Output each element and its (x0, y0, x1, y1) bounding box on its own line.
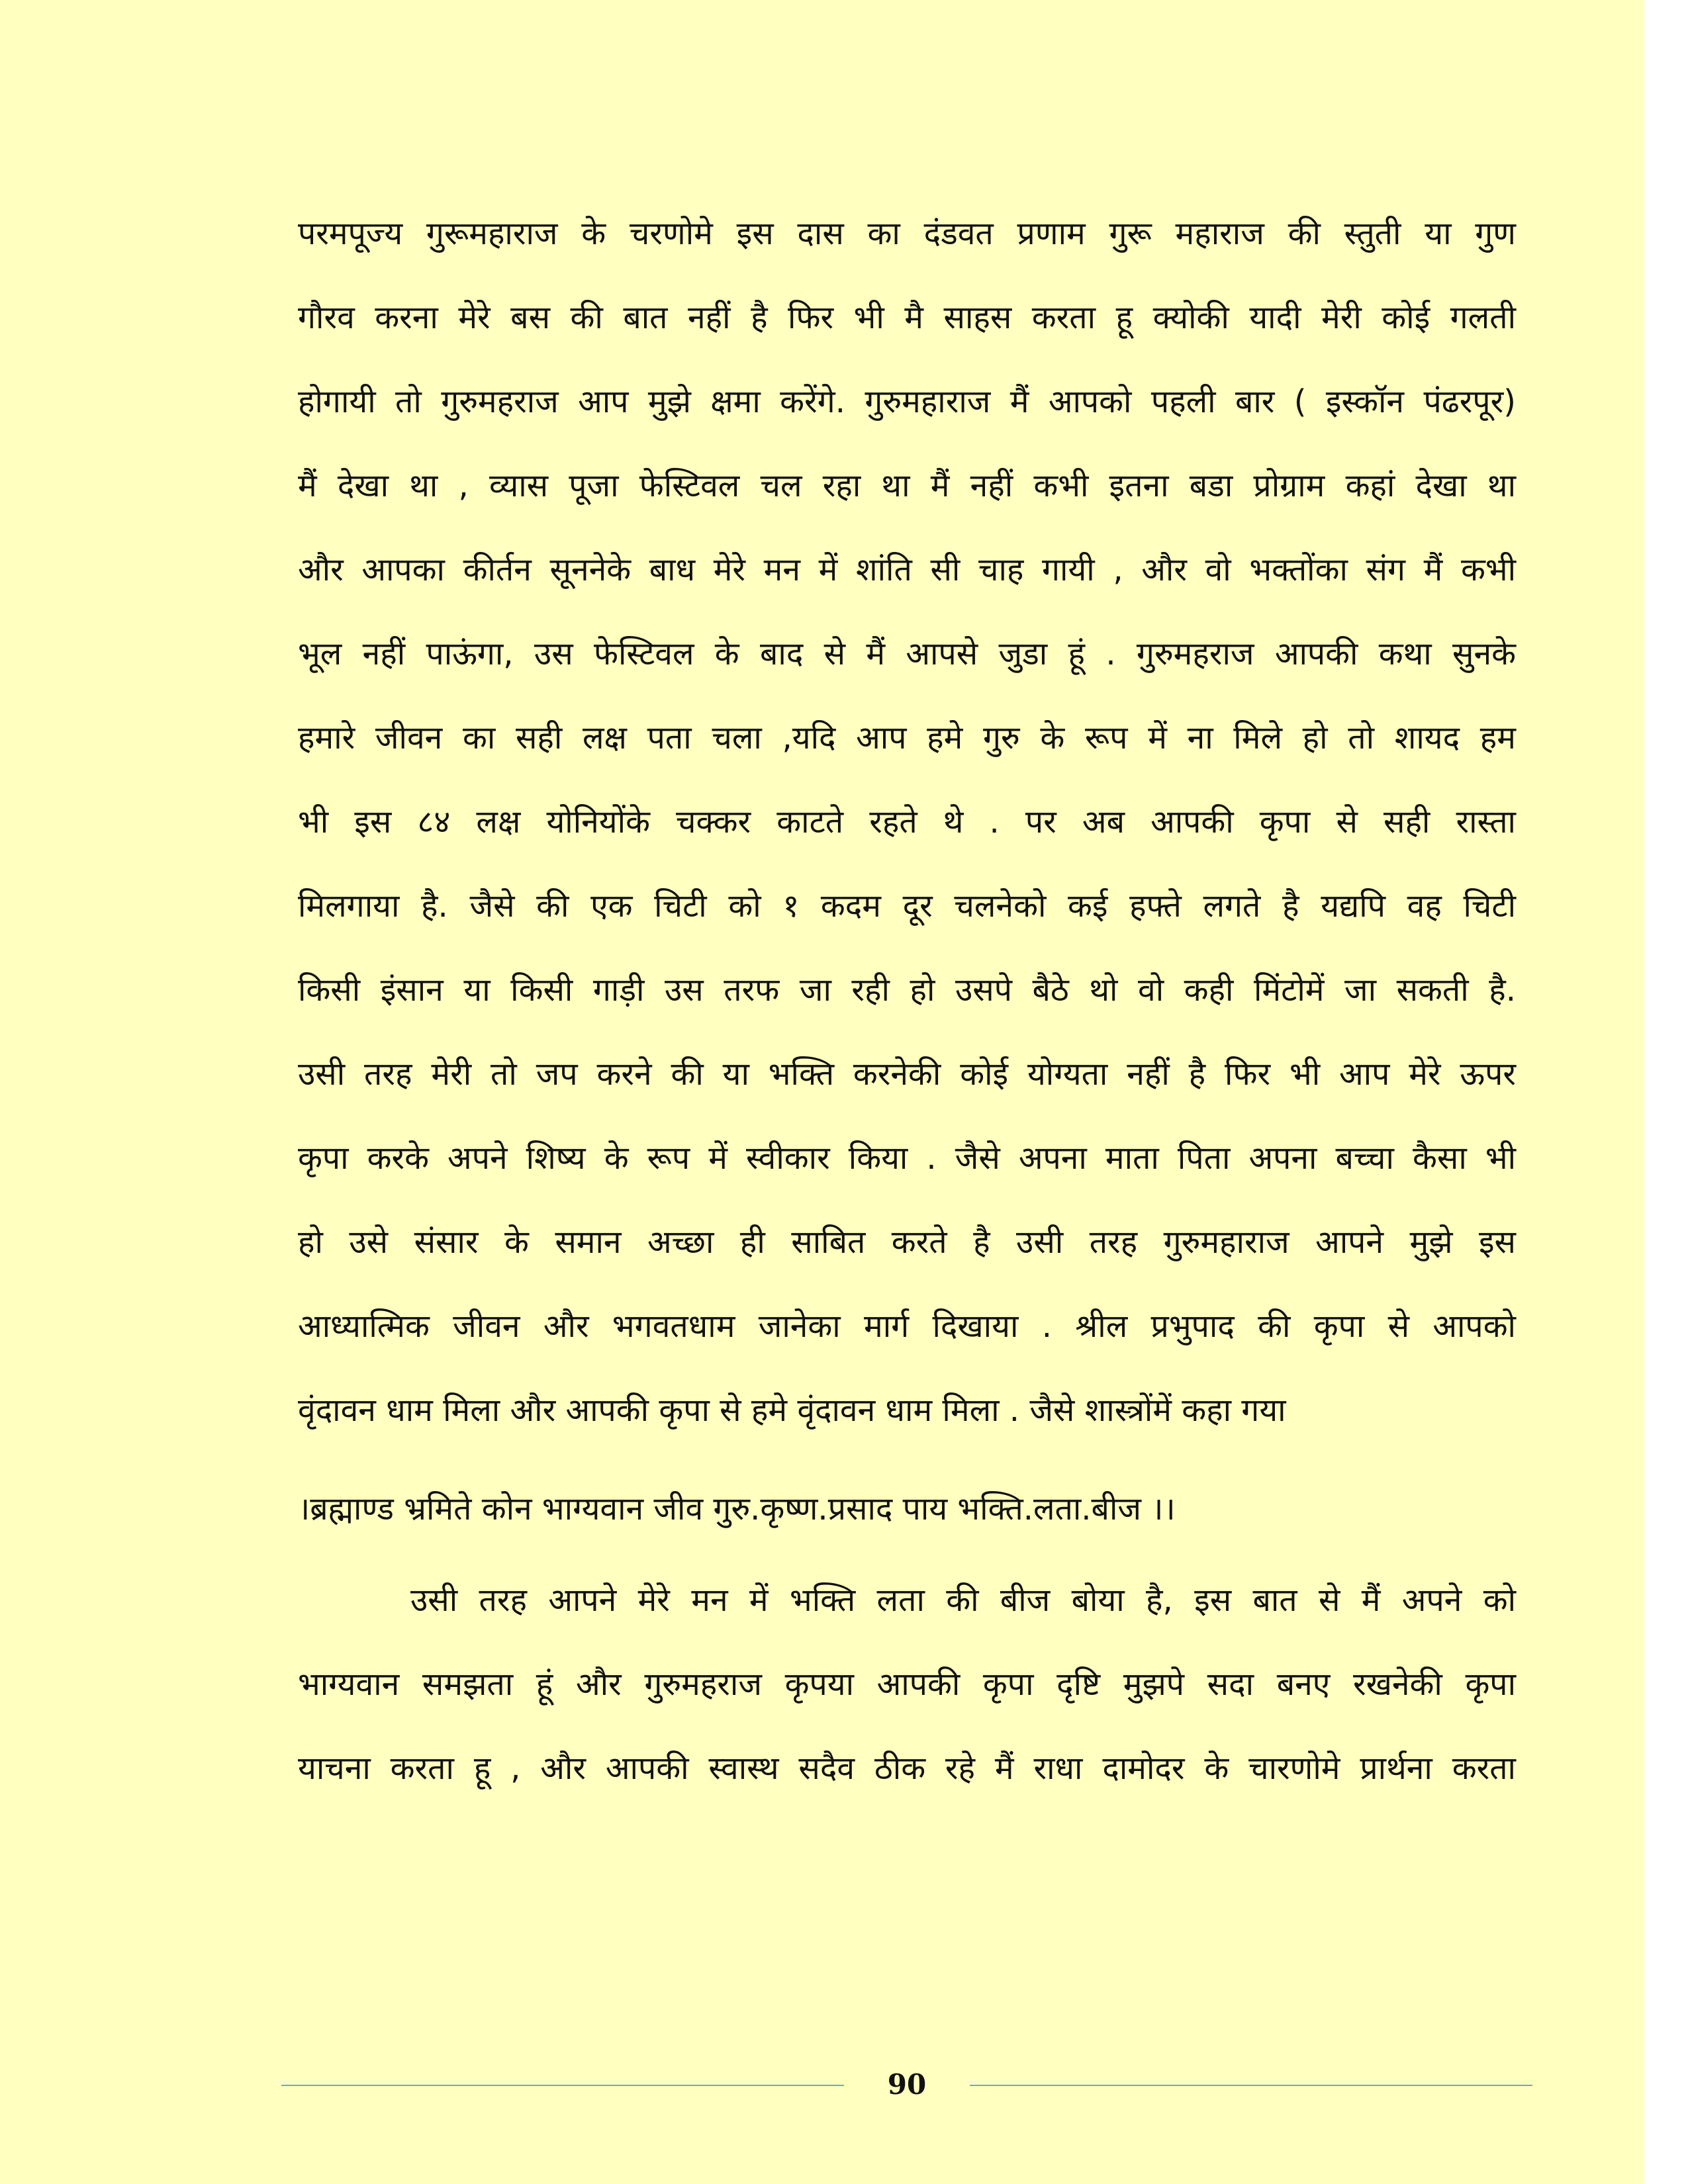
text-line: आध्यात्मिक जीवन और भगवतधाम जानेका मार्ग दिखाया . श्रील प्रभुपाद की कृपा से आपको (298, 1308, 1516, 1345)
text-line: मिलगाया है. जैसे की एक चिटी को १ कदम दूर चलनेको कई हफ्ते लगते है यद्यपि वह चिटी (298, 887, 1516, 925)
text-line: और आपका कीर्तन सूननेके बाध मेरे मन में शांति सी चाह गायी , और वो भक्तोंका संग मैं कभी (298, 551, 1516, 588)
text-line: याचना करता हू , और आपकी स्वास्थ सदैव ठीक रहे मैं राधा दामोदर के चारणोमे प्रार्थना करता (298, 1750, 1516, 1787)
scripture-verse: ।ब्रह्माण्ड भ्रमिते कोन भाग्यवान जीव गुरु.कृष्ण.प्रसाद पाय भक्ति.लता.बीज ।। (298, 1490, 1176, 1527)
footer-rule-left (281, 2085, 844, 2086)
text-line: हो उसे संसार के समान अच्छा ही साबित करते है उसी तरह गुरुमहाराज आपने मुझे इस (298, 1224, 1516, 1261)
text-line: उसी तरह मेरी तो जप करने की या भक्ति करनेकी कोई योग्यता नहीं है फिर भी आप मेरे ऊपर (298, 1056, 1516, 1093)
text-line: कृपा करके अपने शिष्य के रूप में स्वीकार किया . जैसे अपना माता पिता अपना बच्चा कैसा भी (298, 1140, 1516, 1177)
text-line: उसी तरह आपने मेरे मन में भक्ति लता की बीज बोया है, इस बात से मैं अपने को (410, 1582, 1516, 1619)
paragraph-2 (298, 1559, 1516, 1811)
text-line: हमारे जीवन का सही लक्ष पता चला ,यदि आप हमे गुरु के रूप में ना मिले हो तो शायद हम (298, 719, 1516, 756)
page-footer (281, 2065, 1532, 2105)
text-line: गौरव करना मेरे बस की बात नहीं है फिर भी मै साहस करता हू क्योकी यादी मेरी कोई गलती (298, 299, 1516, 336)
text-line: वृंदावन धाम मिला और आपकी कृपा से हमे वृंदावन धाम मिला . जैसे शास्त्रोंमें कहा गया (298, 1392, 1286, 1429)
letter-body (298, 192, 1516, 1811)
footer-rule-right (970, 2085, 1532, 2086)
text-line: मैं देखा था , व्यास पूजा फेस्टिवल चल रहा था मैं नहीं कभी इतना बडा प्रोग्राम कहां देखा था (298, 467, 1516, 504)
text-line: परमपूज्य गुरूमहाराज के चरणोमे इस दास का दंडवत प्रणाम गुरू महाराज की स्तुती या गुण (298, 215, 1516, 252)
paragraph-1 (298, 192, 1516, 1453)
text-line: किसी इंसान या किसी गाड़ी उस तरफ जा रही हो उसपे बैठे थो वो कही मिंटोमें जा सकती है. (298, 972, 1516, 1009)
text-line: भी इस ८४ लक्ष योनियोंके चक्कर काटते रहते थे . पर अब आपकी कृपा से सही रास्ता (298, 803, 1516, 841)
page-number: 90 (887, 2068, 927, 2101)
text-line: भाग्यवान समझता हूं और गुरुमहराज कृपया आपकी कृपा दृष्टि मुझपे सदा बनए रखनेकी कृपा (298, 1666, 1516, 1703)
text-line: भूल नहीं पाऊंगा, उस फेस्टिवल के बाद से मैं आपसे जुडा हूं . गुरुमहराज आपकी कथा सुनके (298, 635, 1516, 672)
text-line: होगायी तो गुरुमहराज आप मुझे क्षमा करेंगे. गुरुमहाराज मैं आपको पहली बार ( इस्कॉन पंढरपूर) (298, 383, 1516, 420)
